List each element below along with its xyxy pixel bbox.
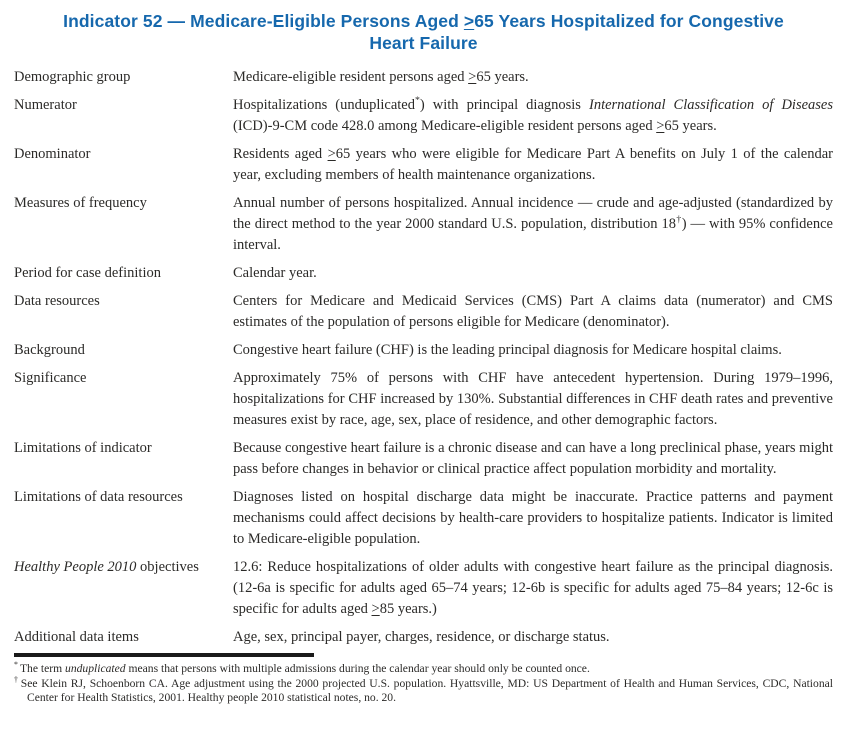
field-label-background: Background — [14, 342, 85, 358]
field-label-period-for-case-definition: Period for case definition — [14, 265, 161, 281]
indicator-definition-table — [14, 67, 833, 648]
field-value-limitations-of-indicator: Because congestive heart failure is a chronic disease and can have a long preclinical phase, years might pass before changes in behavior or clinical practice affect population morbidity and mortality. — [233, 440, 833, 477]
field-label-measures-of-frequency: Measures of frequency — [14, 195, 147, 211]
field-label-limitations-of-indicator: Limitations of indicator — [14, 440, 152, 456]
field-label-demographic-group: Demographic group — [14, 69, 131, 85]
field-value-measures-of-frequency: Annual number of persons hospitalized. Annual incidence — crude and age-adjusted (standardized by the direct method to the year 2000 standard U.S. population, distribution 18†) — with 95% confidence interval. — [233, 195, 833, 253]
field-value-data-resources: Centers for Medicare and Medicaid Services (CMS) Part A claims data (numerator) and CMS estimates of the population of persons eligible for Medicare (denominator). — [233, 293, 833, 330]
field-value-demographic-group: Medicare-eligible resident persons aged >65 years. — [233, 69, 529, 85]
footnote-separator-rule — [14, 653, 314, 657]
field-label-additional-data-items: Additional data items — [14, 629, 139, 645]
footnote-text: The term unduplicated means that persons with multiple admissions during the calendar year should only be counted once. — [19, 662, 590, 675]
field-value-additional-data-items: Age, sex, principal payer, charges, residence, or discharge status. — [233, 629, 610, 645]
field-label-healthy-people-2010-objectives: Healthy People 2010 objectives — [14, 559, 199, 575]
field-value-significance: Approximately 75% of persons with CHF have antecedent hypertension. During 1979–1996, hospitalizations for CHF increased by 130%. Substantial differences in CHF death rates and preventive measures exist by race, age, sex, place of residence, and other demographic factors. — [233, 370, 833, 428]
field-value-period-for-case-definition: Calendar year. — [233, 265, 317, 281]
field-label-data-resources: Data resources — [14, 293, 100, 309]
field-label-limitations-of-data-resources: Limitations of data resources — [14, 489, 183, 505]
field-value-limitations-of-data-resources: Diagnoses listed on hospital discharge data might be inaccurate. Practice patterns and payment mechanisms could affect decisions by health-care providers to hospitalize patients. Indicator is limited to Medicare-eligible population. — [233, 489, 833, 547]
footnote-text: See Klein RJ, Schoenborn CA. Age adjustment using the 2000 projected U.S. population. Hyattsville, MD: US Department of Health and Human Services, CDC, National Center for Health Statistics, 2001. Healthy people 2010 statistical notes, no. 20. — [20, 676, 833, 705]
field-label-numerator: Numerator — [14, 97, 77, 113]
footnote-unduplicated — [14, 662, 833, 677]
footnote-age-adjustment — [14, 674, 833, 706]
field-label-denominator: Denominator — [14, 146, 91, 162]
page-title: Indicator 52 — Medicare-Eligible Persons Aged >65 Years Hospitalized for Congestive Heart Failure — [63, 11, 784, 53]
footnotes — [14, 662, 833, 706]
field-value-numerator: Hospitalizations (unduplicated*) with principal diagnosis International Classification of Diseases (ICD)-9-CM code 428.0 among Medicare-eligible resident persons aged >65 years. — [233, 95, 833, 134]
field-value-background: Congestive heart failure (CHF) is the leading principal diagnosis for Medicare hospital claims. — [233, 342, 782, 358]
field-value-denominator: Residents aged >65 years who were eligible for Medicare Part A benefits on July 1 of the calendar year, excluding members of health maintenance organizations. — [233, 146, 833, 183]
field-value-healthy-people-2010-objectives: 12.6: Reduce hospitalizations of older adults with congestive heart failure as the principal diagnosis. (12-6a is specific for adults aged 65–74 years; 12-6b is specific for adults aged 75–84 years; 12-6c is specific for adults aged >85 years.) — [233, 559, 833, 617]
field-label-significance: Significance — [14, 370, 87, 386]
footnote-marker-dagger: † — [14, 674, 19, 684]
footnote-marker-asterisk: * — [14, 660, 18, 670]
